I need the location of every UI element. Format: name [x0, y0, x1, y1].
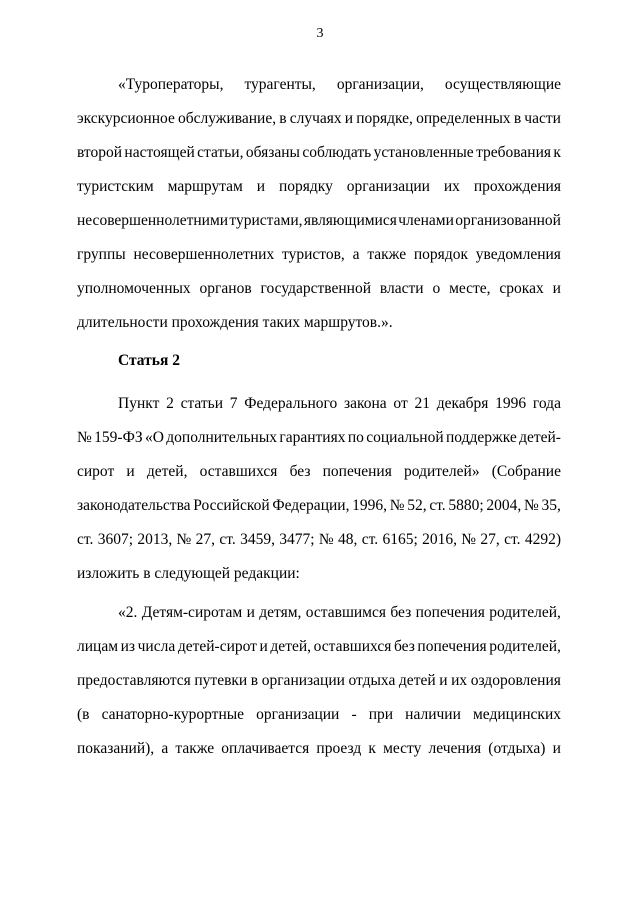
- paragraph-1-line: длительности прохождения таких маршрутов.».: [77, 314, 393, 331]
- paragraph-3-line: [77, 705, 561, 725]
- word: 7: [229, 395, 238, 412]
- word: части: [524, 110, 561, 127]
- word: при: [368, 706, 394, 723]
- word: являющимися: [303, 212, 397, 229]
- word: их: [451, 672, 468, 689]
- word: ст.: [77, 531, 94, 548]
- word: (отдыха): [488, 740, 546, 757]
- word: 159-ФЗ: [94, 429, 143, 446]
- word: 52,: [407, 497, 427, 514]
- paragraph-2-line: [77, 462, 561, 482]
- word: 3477;: [279, 531, 315, 548]
- word: к: [553, 144, 561, 161]
- word: социальной: [366, 429, 444, 446]
- word: без: [393, 638, 415, 655]
- word: детей: [398, 672, 436, 689]
- word: несовершеннолетних: [133, 246, 275, 263]
- word: 1996,: [352, 497, 388, 514]
- word: проезд: [316, 740, 362, 757]
- word: (Собрание: [491, 463, 561, 480]
- word: отдыха: [348, 672, 396, 689]
- paragraph-2-line: изложить в следующей редакции:: [77, 565, 300, 582]
- word: их: [443, 178, 460, 195]
- word: №: [389, 497, 405, 514]
- word: 5880;: [448, 497, 484, 514]
- word: (в: [77, 706, 90, 723]
- word: без: [390, 604, 412, 621]
- word: родителей,: [489, 638, 561, 655]
- word: 4292): [524, 531, 561, 548]
- word: родителей»: [404, 463, 480, 480]
- word: случаях: [289, 110, 342, 127]
- word: оплачивается: [221, 740, 310, 757]
- paragraph-1-line: [77, 245, 561, 265]
- word: оставшихся: [313, 638, 392, 655]
- word: турагенты,: [244, 76, 316, 93]
- word: статьи,: [197, 144, 244, 161]
- word: уполномоченных: [77, 280, 191, 297]
- word: группы: [77, 246, 126, 263]
- word: 3607;: [97, 531, 134, 548]
- paragraph-3-line: [77, 637, 561, 657]
- page-number: 3: [316, 26, 324, 41]
- word: сирот: [77, 463, 115, 480]
- word: статьи: [180, 395, 224, 412]
- word: в: [513, 110, 522, 127]
- word: ст.: [504, 531, 521, 548]
- word: определенных: [416, 110, 511, 127]
- word: месте,: [449, 280, 491, 297]
- word: порядке,: [356, 110, 413, 127]
- word: 21: [414, 395, 430, 412]
- paragraph-3-line: [77, 671, 561, 691]
- paragraph-2-line: [77, 496, 561, 516]
- word: 2013,: [137, 531, 173, 548]
- word: сроках: [499, 280, 544, 297]
- word: 2: [166, 395, 174, 412]
- word: организации,: [336, 76, 424, 93]
- word: прохождения: [473, 178, 561, 195]
- word: по: [347, 429, 364, 446]
- word: Федерации,: [272, 497, 350, 514]
- word: и: [126, 463, 135, 480]
- paragraph-3-line: [118, 603, 561, 623]
- word: 2016,: [422, 531, 457, 548]
- word: о: [432, 280, 441, 297]
- word: а: [352, 246, 360, 263]
- word: установленные: [373, 144, 474, 161]
- word: попечения: [415, 604, 485, 621]
- word: и: [439, 672, 448, 689]
- word: и: [246, 604, 255, 621]
- word: к: [368, 740, 376, 757]
- word: ст.: [429, 497, 446, 514]
- word: родителей,: [489, 604, 561, 621]
- paragraph-1-line: [77, 143, 561, 163]
- word: детям,: [259, 604, 302, 621]
- word: показаний),: [77, 740, 155, 757]
- word: туристами,: [229, 212, 303, 229]
- word: соблюдать: [302, 144, 372, 161]
- word: обслуживание,: [177, 110, 277, 127]
- word: и: [256, 178, 266, 195]
- word: власти: [379, 280, 424, 297]
- paragraph-1-line: [77, 109, 561, 129]
- paragraph-2-line: [77, 428, 561, 448]
- word: порядок: [413, 246, 468, 263]
- word: детей-: [519, 429, 561, 446]
- word: закона: [344, 395, 387, 412]
- word: ст.: [219, 531, 236, 548]
- word: настоящей: [124, 144, 195, 161]
- word: осуществляющие: [444, 76, 561, 93]
- word: попечения: [417, 638, 487, 655]
- word: -: [351, 706, 357, 723]
- word: несовершеннолетними: [77, 212, 229, 229]
- word: органов: [199, 280, 252, 297]
- word: №: [461, 531, 477, 548]
- word: организованной: [455, 212, 561, 229]
- word: и: [259, 638, 268, 655]
- word: Российской: [193, 497, 270, 514]
- word: Детям-сиротам: [141, 604, 243, 621]
- word: №: [77, 429, 92, 446]
- paragraph-2-line: [118, 394, 561, 414]
- word: порядку: [278, 178, 333, 195]
- word: организации: [261, 672, 345, 689]
- word: и: [344, 110, 354, 127]
- word: оставшихся: [199, 463, 278, 480]
- word: а: [161, 740, 169, 757]
- word: лечения: [428, 740, 482, 757]
- word: медицинских: [472, 706, 561, 723]
- word: от: [393, 395, 408, 412]
- word: в: [279, 110, 287, 127]
- word: санаторно-курортные: [101, 706, 245, 723]
- word: «2.: [118, 604, 138, 621]
- word: 27,: [480, 531, 500, 548]
- word: детей,: [146, 463, 188, 480]
- word: требования: [476, 144, 552, 161]
- word: организации: [256, 706, 340, 723]
- word: 6165;: [382, 531, 418, 548]
- word: законодательства: [77, 497, 191, 514]
- word: детей-сирот: [177, 638, 257, 655]
- word: поддержке: [445, 429, 517, 446]
- word: маршрутам: [167, 178, 243, 195]
- word: 3459,: [240, 531, 275, 548]
- word: и: [552, 740, 561, 757]
- word: №: [176, 531, 192, 548]
- paragraph-3-line: [77, 739, 561, 759]
- word: «Туроператоры,: [118, 76, 224, 93]
- word: Федерального: [244, 395, 338, 412]
- word: детей,: [270, 638, 312, 655]
- word: туристов,: [282, 246, 345, 263]
- word: также: [175, 740, 215, 757]
- word: наличии: [405, 706, 461, 723]
- word: числа: [137, 638, 176, 655]
- word: гарантиях: [279, 429, 346, 446]
- word: года: [532, 395, 561, 412]
- word: государственной: [260, 280, 371, 297]
- word: 1996: [495, 395, 527, 412]
- word: в: [250, 672, 259, 689]
- word: №: [523, 497, 539, 514]
- word: месту: [383, 740, 422, 757]
- word: попечения: [322, 463, 392, 480]
- paragraph-1-line: [77, 177, 561, 197]
- word: оставшимся: [305, 604, 386, 621]
- word: путевки: [194, 672, 248, 689]
- word: №: [318, 531, 334, 548]
- word: без: [289, 463, 311, 480]
- word: «О: [144, 429, 164, 446]
- word: ст.: [361, 531, 379, 548]
- word: организации: [346, 178, 430, 195]
- paragraph-1-line: [77, 279, 561, 299]
- word: лицам: [77, 638, 119, 655]
- word: 27,: [195, 531, 216, 548]
- article-heading: Статья 2: [118, 352, 180, 369]
- word: и: [552, 280, 561, 297]
- word: обязаны: [245, 144, 300, 161]
- word: дополнительных: [166, 429, 277, 446]
- word: декабря: [436, 395, 489, 412]
- word: членами: [398, 212, 454, 229]
- word: 2004,: [486, 497, 522, 514]
- word: экскурсионное: [77, 110, 175, 127]
- word: второй: [77, 144, 123, 161]
- word: предоставляются: [77, 672, 191, 689]
- paragraph-1-line: [118, 75, 561, 95]
- word: Пункт: [118, 395, 160, 412]
- word: из: [120, 638, 136, 655]
- word: 48,: [338, 531, 358, 548]
- word: уведомления: [475, 246, 561, 263]
- paragraph-2-line: [77, 530, 561, 550]
- word: туристским: [77, 178, 154, 195]
- word: также: [367, 246, 407, 263]
- word: 35,: [541, 497, 561, 514]
- paragraph-1-line: [77, 211, 561, 231]
- word: оздоровления: [470, 672, 561, 689]
